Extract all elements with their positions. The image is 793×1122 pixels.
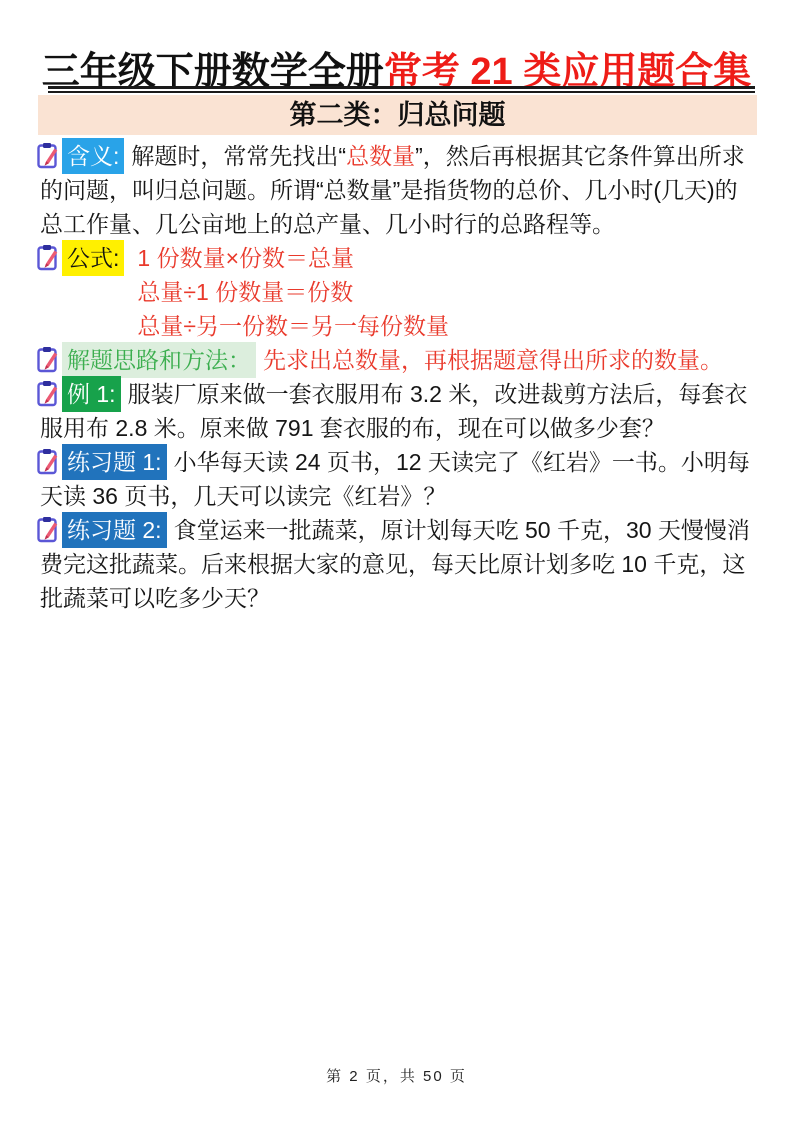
title-divider <box>48 86 755 93</box>
example-1-label: 例 1: <box>62 376 121 412</box>
meaning-text-before: 解题时，常常先找出“ <box>131 143 347 169</box>
method-section <box>40 343 758 377</box>
page-number-indicator: 第 2 页，共 50 页 <box>326 1068 467 1085</box>
formula-line-2: 总量÷1 份数量＝份数 <box>137 279 354 305</box>
clipboard-pencil-icon <box>37 142 59 169</box>
category-banner: 第二类：归总问题 <box>38 95 757 135</box>
practice-2-label: 练习题 2: <box>62 512 167 548</box>
worksheet-content <box>40 139 758 615</box>
practice-1-label: 练习题 1: <box>62 444 167 480</box>
clipboard-pencil-icon <box>37 448 59 475</box>
formula-lead <box>40 241 131 275</box>
practice-2-section <box>40 513 758 615</box>
clipboard-pencil-icon <box>37 516 59 543</box>
formula-line-1: 1 份数量×份数＝总量 <box>137 245 355 271</box>
method-lead <box>40 343 263 377</box>
formula-line-3: 总量÷另一份数＝另一每份数量 <box>137 313 450 339</box>
practice-1-text: 小华每天读 24 页书，12 天读完了《红岩》一书。小明每天读 36 页书，几天可以读完《红岩》？ <box>40 449 750 509</box>
formula-lines <box>137 241 449 343</box>
method-text: 先求出总数量，再根据题意得出所求的数量。 <box>263 347 723 373</box>
formula-label: 公式: <box>62 240 124 276</box>
meaning-text-after: ”，然后再根据其它条件算出所求的问题，叫归总问题。所谓“总数量”是指货物的总价、几小时(几天)的总工作量、几公亩地上的总产量、几小时行的总路程等。 <box>40 143 745 237</box>
method-label: 解题思路和方法： <box>62 342 256 378</box>
page-title-red-part: 常考 21 类应用题合集 <box>383 51 752 93</box>
formula-section <box>40 241 758 343</box>
practice-1-section <box>40 445 758 513</box>
example-1-text: 服装厂原来做一套衣服用布 3.2 米，改进裁剪方法后，每套衣服用布 2.8 米。原来做 791 套衣服的布，现在可以做多少套？ <box>40 381 748 441</box>
meaning-highlight-red: 总数量 <box>346 143 416 169</box>
clipboard-pencil-icon <box>37 380 59 407</box>
clipboard-pencil-icon <box>37 244 59 271</box>
example-1-section <box>40 377 758 445</box>
meaning-label: 含义: <box>62 138 124 174</box>
practice-2-text: 食堂运来一批蔬菜，原计划每天吃 50 千克，30 天慢慢消费完这批蔬菜。后来根据大家的意见，每天比原计划多吃 10 千克，这批蔬菜可以吃多少天？ <box>40 517 750 611</box>
meaning-section <box>40 139 758 241</box>
clipboard-pencil-icon <box>37 346 59 373</box>
page-title-black-part: 三年级下册数学全册 <box>41 51 384 93</box>
